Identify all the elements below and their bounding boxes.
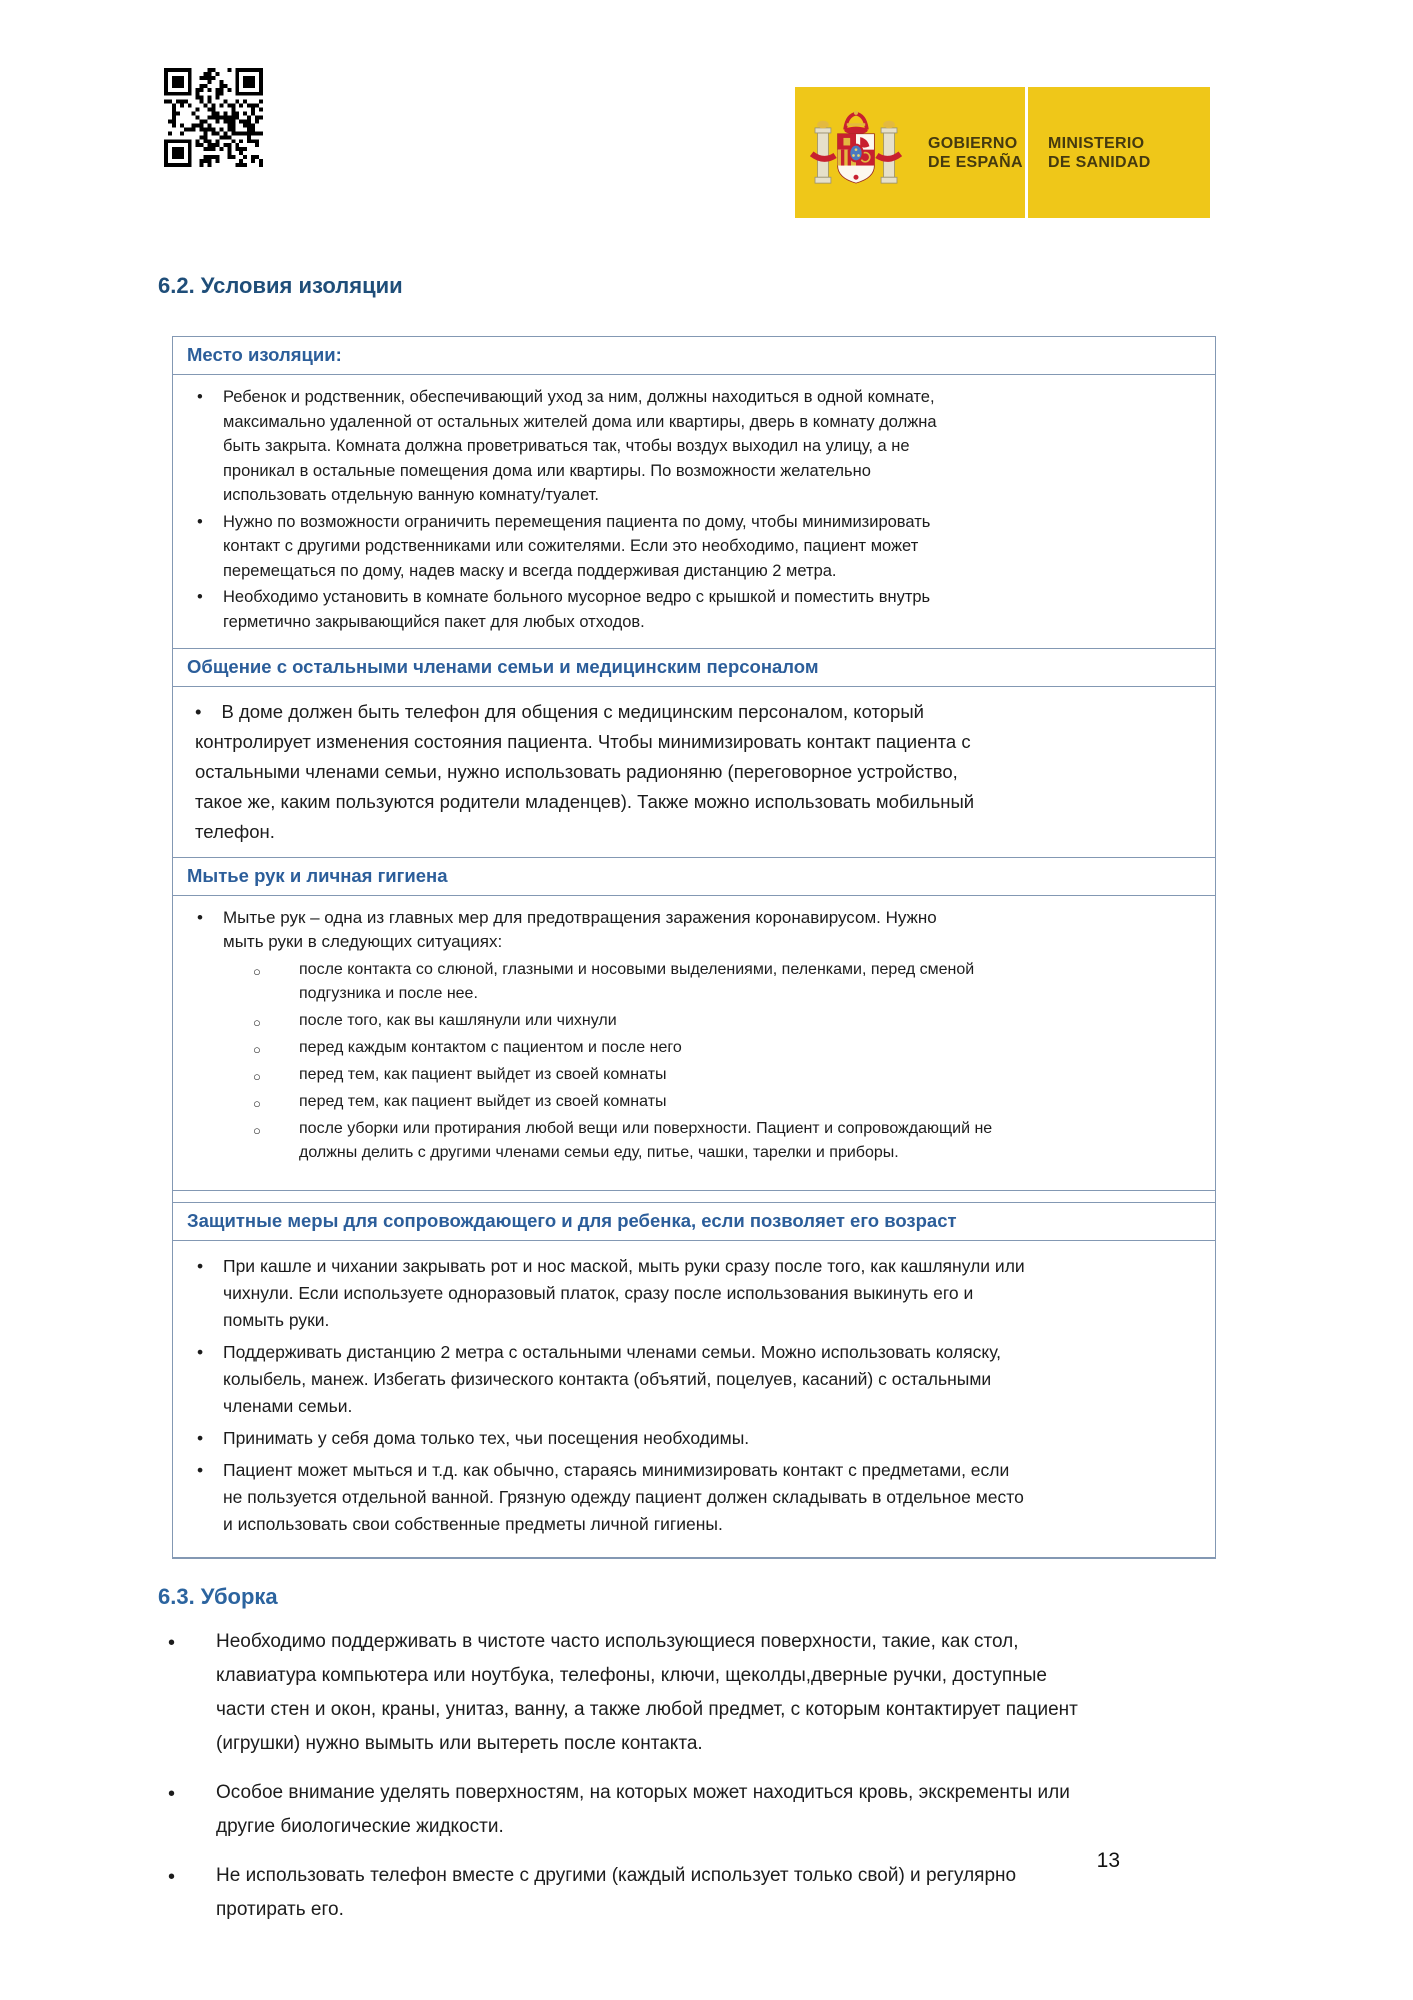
bullet-item: • Особое внимание уделять поверхностям, на которых может находиться кровь, экскременты или другие биологические жидкости.: [158, 1776, 1082, 1844]
sub-bullet-item: ○ после уборки или протирания любой вещи или поверхности. Пациент и сопровождающий не должны делить с другими членами семьи еду, питье, чашки, тарелки и приборы.: [187, 1117, 1047, 1165]
bullet-item: • Не использовать телефон вместе с другими (каждый использует только свой) и регулярно протирать его.: [158, 1859, 1082, 1927]
bullet-text: При кашле и чихании закрывать рот и нос маской, мыть руки сразу после того, как кашлянули или чихнули. Если используете одноразовый платок, сразу после использования выкинуть его и помыть руки.: [223, 1256, 1025, 1330]
qr-code: [162, 68, 265, 167]
sub-bullet-item: ○ после контакта со слюной, глазными и носовыми выделениями, пеленками, перед сменой подгузника и после нее.: [187, 958, 1047, 1006]
bullet-item: [187, 385, 939, 508]
bullet-item: [187, 1457, 1029, 1538]
section-6-2-title: 6.2. Условия изоляции: [158, 273, 403, 298]
row-body-hand-washing: [173, 896, 1215, 1191]
bullet-item: [187, 697, 995, 847]
row-body-protective-measures: [173, 1241, 1215, 1557]
section-6-3-title: 6.3. Уборка: [158, 1584, 278, 1609]
sub-bullet-item: ○ перед тем, как пациент выйдет из своей комнаты: [187, 1090, 1047, 1114]
spain-coat-of-arms-icon: [810, 101, 902, 205]
bullet-text: Ребенок и родственник, обеспечивающий уход за ним, должны находиться в одной комнате, максимально удаленной от остальных жителей дома или квартиры, дверь в комнату должна быть закрыта. Комната должна проветриваться так, чтобы воздух выходил на улицу, а не проникал в остальные помещения дома или квартиры. По возможности желательно использовать отдельную ванную комнату/туалет.: [223, 388, 937, 504]
bullet-item: [187, 585, 939, 634]
gobierno-label: [928, 134, 1025, 172]
row-header-protective-measures: Защитные меры для сопровождающего и для ребенка, если позволяет его возраст: [173, 1202, 1215, 1241]
gobierno-de-espana-logo: [795, 87, 1210, 218]
sub-bullet-list: [187, 958, 1195, 1165]
bullet-text: Нужно по возможности ограничить перемещения пациента по дому, чтобы минимизировать контакт с другими родственниками или сожителями. Если это необходимо, пациент может перемещаться по дому, надев маску и всегда поддерживая дистанцию 2 метра.: [223, 512, 931, 580]
bullet-item: [187, 510, 939, 584]
ministerio-label: [1048, 134, 1198, 172]
isolation-conditions-table: [172, 336, 1216, 1559]
bullet-text: Поддерживать дистанцию 2 метра с остальными членами семьи. Можно использовать коляску, колыбель, манеж. Избегать физического контакта (объятий, поцелуев, касаний) с остальными членами семьи.: [223, 1342, 1002, 1416]
bullet-text: Принимать у себя дома только тех, чьи посещения необходимы.: [223, 1428, 750, 1448]
row-header-communication: Общение с остальными членами семьи и медицинским персоналом: [173, 648, 1215, 687]
sub-bullet-item: ○ перед каждым контактом с пациентом и после него: [187, 1036, 1047, 1060]
row-body-communication: [173, 687, 1215, 857]
bullet-item: [187, 906, 963, 954]
bullet-text: Пациент может мыться и т.д. как обычно, стараясь минимизировать контакт с предметами, если не пользуется отдельной ванной. Грязную одежду пациент должен складывать в отдельное место и использовать свои собственные предметы личной гигиены.: [223, 1460, 1024, 1534]
page-number: 13: [1096, 1849, 1120, 1872]
row-header-hand-washing: Мытье рук и личная гигиена: [173, 857, 1215, 896]
bullet-item: [187, 1425, 1029, 1452]
bullet-text: В доме должен быть телефон для общения с медицинским персоналом, который контролирует изменения состояния пациента. Чтобы минимизировать контакт пациента с остальными членами семьи, нужно использовать радионяню (переговорное устройство, такое же, каким пользуются родители младенцев). Также можно использовать мобильный телефон.: [195, 701, 975, 842]
sub-bullet-item: ○ перед тем, как пациент выйдет из своей комнаты: [187, 1063, 1047, 1087]
gobierno-line2: DE ESPAÑA: [928, 153, 1023, 171]
ministerio-line2: DE SANIDAD: [1048, 153, 1151, 171]
logo-divider: [1025, 87, 1028, 218]
bullet-item: • Необходимо поддерживать в чистоте часто использующиеся поверхности, такие, как стол, клавиатура компьютера или ноутбука, телефоны, ключи, щеколды,дверные ручки, доступные части стен и окон, краны, унитаз, ванну, а также любой предмет, с которым контактирует пациент (игрушки) нужно вымыть или вытереть после контакта.: [158, 1625, 1082, 1761]
row-body-isolation-place: [173, 375, 1215, 648]
sub-bullet-item: ○ после того, как вы кашлянули или чихнули: [187, 1009, 1047, 1033]
cleaning-list: [158, 1625, 1216, 1927]
ministerio-line1: MINISTERIO: [1048, 134, 1145, 152]
bullet-text: Мытье рук – одна из главных мер для предотвращения заражения коронавирусом. Нужно мыть руки в следующих ситуациях:: [223, 908, 937, 951]
bullet-text: Необходимо установить в комнате больного мусорное ведро с крышкой и поместить внутрь герметично закрывающийся пакет для любых отходов.: [223, 588, 931, 631]
bullet-item: [187, 1253, 1029, 1334]
document-content: [158, 272, 1216, 1942]
row-header-isolation-place: Место изоляции:: [173, 337, 1215, 375]
gobierno-line1: GOBIERNO: [928, 134, 1018, 152]
bullet-item: [187, 1339, 1029, 1420]
